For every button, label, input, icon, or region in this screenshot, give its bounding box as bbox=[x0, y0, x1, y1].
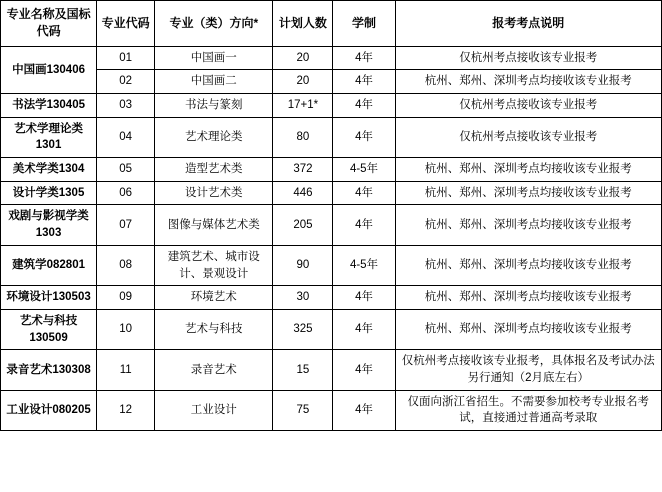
cell-direction: 设计艺术类 bbox=[155, 181, 273, 205]
cell-major-name: 录音艺术130308 bbox=[1, 350, 97, 390]
cell-study-years: 4年 bbox=[333, 390, 395, 430]
header-exam-site-note: 报考考点说明 bbox=[395, 1, 661, 47]
cell-direction: 录音艺术 bbox=[155, 350, 273, 390]
cell-major-code: 03 bbox=[97, 94, 155, 118]
table-row bbox=[1, 158, 662, 182]
cell-study-years: 4年 bbox=[333, 70, 395, 94]
cell-major-name: 环境设计130503 bbox=[1, 286, 97, 310]
cell-major-code: 02 bbox=[97, 70, 155, 94]
table-row bbox=[1, 181, 662, 205]
header-direction: 专业（类）方向* bbox=[155, 1, 273, 47]
cell-plan-count: 446 bbox=[273, 181, 333, 205]
cell-major-code: 05 bbox=[97, 158, 155, 182]
cell-study-years: 4年 bbox=[333, 205, 395, 245]
cell-major-code: 10 bbox=[97, 309, 155, 349]
cell-major-code: 01 bbox=[97, 46, 155, 70]
cell-major-name: 艺术与科技130509 bbox=[1, 309, 97, 349]
cell-study-years: 4年 bbox=[333, 286, 395, 310]
cell-major-name: 设计学类1305 bbox=[1, 181, 97, 205]
cell-direction: 环境艺术 bbox=[155, 286, 273, 310]
cell-major-name: 美术学类1304 bbox=[1, 158, 97, 182]
header-major-code: 专业代码 bbox=[97, 1, 155, 47]
cell-major-code: 12 bbox=[97, 390, 155, 430]
cell-major-code: 11 bbox=[97, 350, 155, 390]
cell-direction: 图像与媒体艺术类 bbox=[155, 205, 273, 245]
header-plan-count: 计划人数 bbox=[273, 1, 333, 47]
cell-exam-site-note: 杭州、郑州、深圳考点均接收该专业报考 bbox=[395, 181, 661, 205]
cell-plan-count: 325 bbox=[273, 309, 333, 349]
cell-exam-site-note: 仅杭州考点接收该专业报考 bbox=[395, 117, 661, 157]
cell-exam-site-note: 仅杭州考点接收该专业报考 bbox=[395, 46, 661, 70]
cell-direction: 中国画二 bbox=[155, 70, 273, 94]
cell-major-code: 04 bbox=[97, 117, 155, 157]
table-row bbox=[1, 205, 662, 245]
cell-major-name: 工业设计080205 bbox=[1, 390, 97, 430]
table-row bbox=[1, 46, 662, 70]
cell-direction: 工业设计 bbox=[155, 390, 273, 430]
cell-plan-count: 30 bbox=[273, 286, 333, 310]
cell-study-years: 4-5年 bbox=[333, 245, 395, 285]
cell-major-name: 中国画130406 bbox=[1, 46, 97, 93]
cell-plan-count: 75 bbox=[273, 390, 333, 430]
cell-study-years: 4年 bbox=[333, 46, 395, 70]
cell-study-years: 4-5年 bbox=[333, 158, 395, 182]
cell-direction: 艺术与科技 bbox=[155, 309, 273, 349]
cell-plan-count: 90 bbox=[273, 245, 333, 285]
cell-exam-site-note: 杭州、郑州、深圳考点均接收该专业报考 bbox=[395, 309, 661, 349]
cell-exam-site-note: 杭州、郑州、深圳考点均接收该专业报考 bbox=[395, 70, 661, 94]
cell-exam-site-note: 仅杭州考点接收该专业报考，具体报名及考试办法另行通知（2月底左右） bbox=[395, 350, 661, 390]
header-study-years: 学制 bbox=[333, 1, 395, 47]
table-row bbox=[1, 309, 662, 349]
cell-exam-site-note: 仅面向浙江省招生。不需要参加校考专业报名考试，直接通过普通高考录取 bbox=[395, 390, 661, 430]
cell-exam-site-note: 杭州、郑州、深圳考点均接收该专业报考 bbox=[395, 205, 661, 245]
cell-plan-count: 20 bbox=[273, 70, 333, 94]
cell-direction: 书法与篆刻 bbox=[155, 94, 273, 118]
cell-exam-site-note: 仅杭州考点接收该专业报考 bbox=[395, 94, 661, 118]
cell-study-years: 4年 bbox=[333, 181, 395, 205]
cell-plan-count: 205 bbox=[273, 205, 333, 245]
cell-major-name: 戏剧与影视学类1303 bbox=[1, 205, 97, 245]
cell-major-code: 09 bbox=[97, 286, 155, 310]
cell-exam-site-note: 杭州、郑州、深圳考点均接收该专业报考 bbox=[395, 158, 661, 182]
cell-direction: 造型艺术类 bbox=[155, 158, 273, 182]
cell-exam-site-note: 杭州、郑州、深圳考点均接收该专业报考 bbox=[395, 245, 661, 285]
table-body bbox=[1, 46, 662, 430]
cell-study-years: 4年 bbox=[333, 117, 395, 157]
table-row bbox=[1, 70, 662, 94]
cell-major-name: 艺术学理论类1301 bbox=[1, 117, 97, 157]
cell-plan-count: 372 bbox=[273, 158, 333, 182]
cell-plan-count: 17+1* bbox=[273, 94, 333, 118]
cell-major-code: 07 bbox=[97, 205, 155, 245]
table-row bbox=[1, 117, 662, 157]
table-header-row bbox=[1, 1, 662, 47]
table-header bbox=[1, 1, 662, 47]
table-row bbox=[1, 245, 662, 285]
header-major-name: 专业名称及国标代码 bbox=[1, 1, 97, 47]
cell-major-code: 06 bbox=[97, 181, 155, 205]
cell-study-years: 4年 bbox=[333, 350, 395, 390]
table-row bbox=[1, 350, 662, 390]
cell-major-name: 建筑学082801 bbox=[1, 245, 97, 285]
cell-major-name: 书法学130405 bbox=[1, 94, 97, 118]
table-row bbox=[1, 286, 662, 310]
cell-plan-count: 15 bbox=[273, 350, 333, 390]
cell-major-code: 08 bbox=[97, 245, 155, 285]
cell-plan-count: 20 bbox=[273, 46, 333, 70]
cell-exam-site-note: 杭州、郑州、深圳考点均接收该专业报考 bbox=[395, 286, 661, 310]
cell-study-years: 4年 bbox=[333, 309, 395, 349]
cell-plan-count: 80 bbox=[273, 117, 333, 157]
table-row bbox=[1, 94, 662, 118]
table-row bbox=[1, 390, 662, 430]
cell-direction: 建筑艺术、城市设计、景观设计 bbox=[155, 245, 273, 285]
cell-direction: 中国画一 bbox=[155, 46, 273, 70]
cell-study-years: 4年 bbox=[333, 94, 395, 118]
cell-direction: 艺术理论类 bbox=[155, 117, 273, 157]
